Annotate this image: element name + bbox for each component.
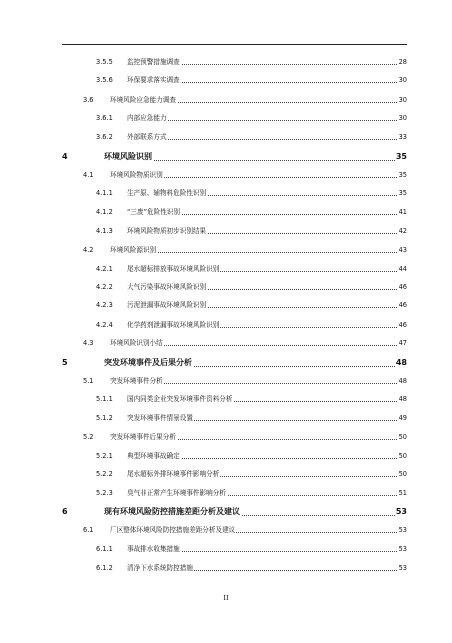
toc-entry-title: 厂区整体环境风险防控措施差距分析及建议: [110, 526, 236, 534]
toc-entry[interactable]: [0, 150, 452, 164]
toc-entry-title: 现有环境风险防控措施差距分析及建议: [104, 505, 241, 519]
dot-leader: [127, 120, 401, 121]
toc-entry-number: 3.6: [83, 96, 94, 104]
toc-entry-page: 50: [398, 433, 407, 441]
toc-entry[interactable]: [0, 562, 452, 574]
toc-entry[interactable]: [0, 337, 452, 349]
toc-entry-page: 30: [398, 76, 407, 84]
toc-entry-title: 化学药剂泄漏事故环境风险识别: [127, 321, 220, 329]
dot-leader: [127, 139, 401, 140]
toc-entry-number: 4.2.3: [96, 301, 113, 309]
toc-entry-number: 3.6.1: [96, 114, 113, 122]
toc-entry-title: 突发环境事件后果分析: [110, 433, 176, 441]
toc-entry-page: 46: [398, 283, 407, 291]
toc-entry-number: 4.1: [83, 171, 94, 179]
toc-entry-title: 突发环境事件分析: [110, 377, 163, 385]
toc-entry-title: 污泥泄漏事故环境风险识别: [127, 301, 207, 309]
toc-entry[interactable]: [0, 225, 452, 237]
toc-entry-title: 典型环境事故确定: [127, 452, 180, 460]
toc-entry-title: 突发环境事件及后果分析: [104, 356, 193, 370]
toc-entry-title: 环境风险识别: [104, 150, 153, 164]
toc-entry-number: 3.6.2: [96, 133, 113, 141]
toc-entry-number: 6: [62, 507, 68, 516]
toc-entry-title: “三废”危险性识别: [127, 208, 180, 216]
toc-entry-page: 48: [395, 356, 407, 370]
toc-entry-title: 生产原、辅物料危险性识别: [127, 189, 207, 197]
toc-entry-page: 49: [398, 414, 407, 422]
toc-entry-title: 突发环境事件情景设置: [127, 414, 193, 422]
toc-entry[interactable]: [0, 356, 452, 370]
toc-entry-page: 53: [398, 545, 407, 553]
toc-entry[interactable]: [0, 131, 452, 143]
toc-entry-page: 35: [395, 150, 407, 164]
toc-entry-page: 44: [398, 265, 407, 273]
toc-entry-title: 环保要求落实调查: [127, 76, 180, 84]
toc-entry-page: 48: [398, 395, 407, 403]
toc-entry-page: 33: [398, 133, 407, 141]
toc-entry-page: 50: [398, 452, 407, 460]
toc-entry-number: 5.1.1: [96, 395, 113, 403]
toc-entry-title: 环境风险物质初步识别结果: [127, 227, 207, 235]
toc-entry[interactable]: [0, 450, 452, 462]
toc-entry-page: 30: [398, 96, 407, 104]
toc-entry-number: 4.1.3: [96, 227, 113, 235]
toc-entry-page: 47: [398, 339, 407, 347]
toc-entry-title: 内部应急能力: [127, 114, 167, 122]
toc-entry-title: 环境风险识别小结: [110, 339, 163, 347]
toc-entry-title: 环境风险源识别: [110, 246, 157, 254]
toc-entry[interactable]: [0, 74, 452, 86]
toc-entry-number: 4.3: [83, 339, 94, 347]
toc-entry[interactable]: [0, 505, 452, 519]
toc-entry-title: 尾水超标外排环境事件影响分析: [127, 470, 220, 478]
toc-entry-page: 35: [398, 171, 407, 179]
toc-entry-number: 4.2.2: [96, 283, 113, 291]
toc-entry[interactable]: [0, 543, 452, 555]
toc-entry-title: 大气污染事故环境风险识别: [127, 283, 207, 291]
toc-entry[interactable]: [0, 431, 452, 443]
toc-entry-number: 4.1.1: [96, 189, 113, 197]
toc-entry-page: 53: [398, 564, 407, 572]
toc-entry-number: 5: [62, 358, 68, 367]
toc-entry-number: 4.2.4: [96, 321, 113, 329]
toc-entry[interactable]: [0, 412, 452, 424]
toc-entry-number: 5.1.2: [96, 414, 113, 422]
toc-entry[interactable]: [0, 187, 452, 199]
header-rule: [62, 44, 407, 45]
toc-entry-page: 46: [398, 301, 407, 309]
toc-entry[interactable]: [0, 468, 452, 480]
toc-entry[interactable]: [0, 56, 452, 68]
toc-entry[interactable]: [0, 375, 452, 387]
toc-entry-page: 30: [398, 114, 407, 122]
toc-entry-number: 6.1.1: [96, 545, 113, 553]
toc-entry-page: 50: [398, 470, 407, 478]
toc-entry-page: 53: [395, 505, 407, 519]
toc-entry-page: 51: [398, 489, 407, 497]
toc-entry-number: 5.2: [83, 433, 94, 441]
toc-entry[interactable]: [0, 281, 452, 293]
toc-entry[interactable]: [0, 169, 452, 181]
toc-entry-title: 臭气非正常产生环境事件影响分析: [127, 489, 226, 497]
toc-entry-page: 28: [398, 58, 407, 66]
toc-entry-title: 环境风险应急能力调查: [110, 96, 176, 104]
toc-entry[interactable]: [0, 206, 452, 218]
toc-entry-title: 清净下水系统防控措施: [127, 564, 193, 572]
toc-entry[interactable]: [0, 299, 452, 311]
toc-entry-number: 5.2.1: [96, 452, 113, 460]
toc-entry-page: 53: [398, 526, 407, 534]
toc-entry-number: 6.1: [83, 526, 94, 534]
toc-entry-number: 4.2: [83, 246, 94, 254]
toc-entry-number: 6.1.2: [96, 564, 113, 572]
toc-entry-title: 尾水超标排放事故环境风险识别: [127, 265, 220, 273]
toc-entry[interactable]: [0, 263, 452, 275]
toc-entry-number: 5.1: [83, 377, 94, 385]
toc-entry-page: 35: [398, 189, 407, 197]
page-number: II: [223, 594, 229, 602]
toc-entry[interactable]: [0, 487, 452, 499]
toc-entry-number: 3.5.5: [96, 58, 113, 66]
toc-entry[interactable]: [0, 244, 452, 256]
toc-entry-number: 3.5.6: [96, 76, 113, 84]
toc-entry-title: 外部联系方式: [127, 133, 167, 141]
toc-entry-number: 4.2.1: [96, 265, 113, 273]
toc-entry-page: 48: [398, 377, 407, 385]
toc-entry-title: 环境风险物质识别: [110, 171, 163, 179]
toc-entry-page: 42: [398, 227, 407, 235]
toc-entry-page: 41: [398, 208, 407, 216]
toc-entry-number: 4.1.2: [96, 208, 113, 216]
toc-entry[interactable]: [0, 524, 452, 536]
toc-entry[interactable]: [0, 94, 452, 106]
toc-entry[interactable]: [0, 393, 452, 405]
toc-entry-title: 国内同类企业突发环境事件资料分析: [127, 395, 233, 403]
toc-entry[interactable]: [0, 319, 452, 331]
toc-entry-page: 46: [398, 321, 407, 329]
toc-entry-number: 5.2.2: [96, 470, 113, 478]
toc-entry-number: 5.2.3: [96, 489, 113, 497]
toc-entry-number: 4: [62, 152, 68, 161]
toc-entry[interactable]: [0, 112, 452, 124]
toc-entry-page: 43: [398, 246, 407, 254]
toc-entry-title: 事故排水收集措施: [127, 545, 180, 553]
toc-entry-title: 监控预警措施调查: [127, 58, 180, 66]
